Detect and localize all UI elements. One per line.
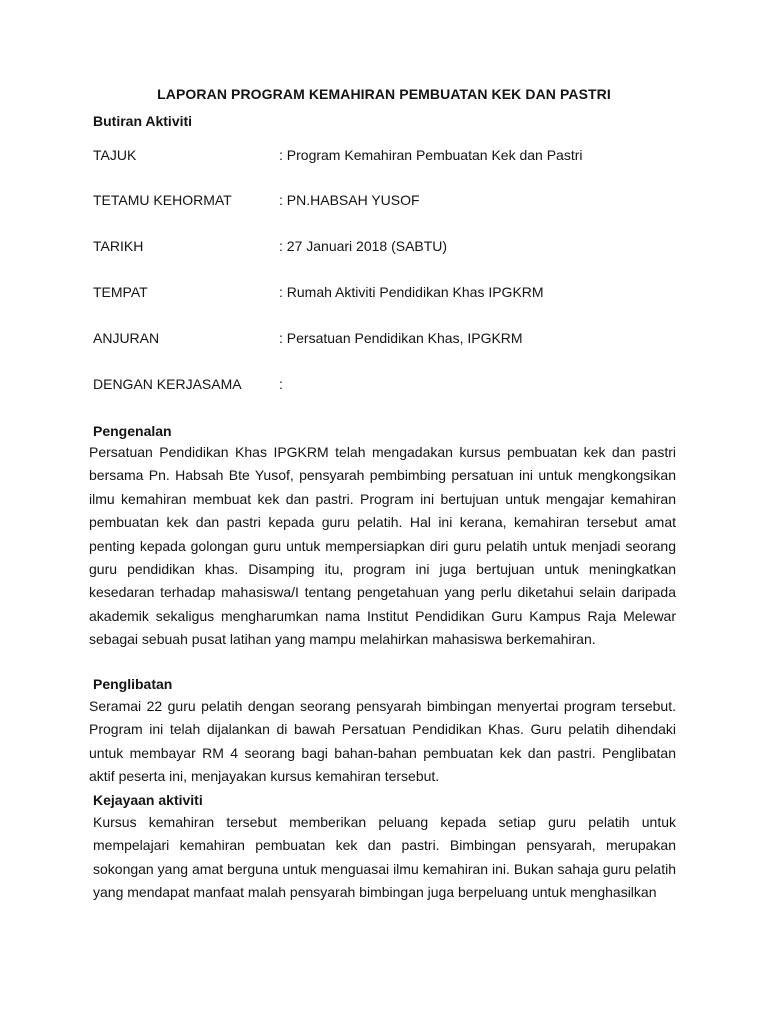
field-value: : 27 Januari 2018 (SABTU): [279, 238, 448, 254]
field-row-tarikh: [93, 238, 693, 258]
section-heading-kejayaan-aktiviti: Kejayaan aktiviti: [93, 792, 203, 808]
section-body-penglibatan: Seramai 22 guru pelatih dengan seorang pensyarah bimbingan menyertai program tersebut. Program ini telah dijalankan di bawah Persatuan Pendidikan Khas. Guru pelatih dihendaki untuk membayar RM 4 seorang bagi bahan-bahan pembuatan kek dan pastri. Penglibatan aktif peserta ini, menjayakan kursus kemahiran tersebut.: [89, 698, 676, 785]
field-row-tempat: [93, 284, 693, 304]
section-heading-penglibatan: Penglibatan: [93, 676, 173, 692]
field-label: TARIKH: [93, 238, 144, 254]
field-row-dengan-kerjasama: [93, 376, 693, 396]
field-label: TETAMU KEHORMAT: [93, 192, 232, 208]
butiran-heading: Butiran Aktiviti: [93, 113, 193, 129]
section-body-kejayaan-aktiviti: Kursus kemahiran tersebut memberikan peluang kepada setiap guru pelatih untuk mempelajari kemahiran pembuatan kek dan pastri. Bimbingan pensyarah, merupakan sokongan yang amat berguna untuk menguasai ilmu kemahiran ini. Bukan sahaja guru pelatih yang mendapat manfaat malah pensyarah bimbingan juga berpeluang untuk menghasilkan: [93, 814, 676, 901]
field-label: TEMPAT: [93, 284, 148, 300]
field-row-anjuran: [93, 330, 693, 350]
document-title: LAPORAN PROGRAM KEMAHIRAN PEMBUATAN KEK DAN PASTRI: [157, 86, 611, 102]
field-label: ANJURAN: [93, 330, 160, 346]
field-value: : Rumah Aktiviti Pendidikan Khas IPGKRM: [279, 284, 544, 300]
section-body-pengenalan: Persatuan Pendidikan Khas IPGKRM telah mengadakan kursus pembuatan kek dan pastri bersama Pn. Habsah Bte Yusof, pensyarah pembimbing persatuan ini untuk mengkongsikan ilmu kemahiran membuat kek dan pastri. Program ini bertujuan untuk mengajar kemahiran pembuatan kek dan pastri kepada guru pelatih. Hal ini kerana, kemahiran tersebut amat penting kepada golongan guru untuk mempersiapkan diri guru pelatih untuk menjadi seorang guru pendidikan khas. Disamping itu, program ini juga bertujuan untuk meningkatkan kesedaran terhadap mahasiswa/I tentang pengetahuan yang perlu diketahui selain daripada akademik sekaligus mengharumkan nama Institut Pendidikan Guru Kampus Raja Melewar sebagai sebuah pusat latihan yang mampu melahirkan mahasiswa berkemahiran.: [89, 444, 676, 648]
field-row-tajuk: [93, 147, 693, 167]
field-value: : PN.HABSAH YUSOF: [279, 192, 420, 208]
field-row-tetamu-kehormat: [93, 192, 693, 212]
field-value: : Program Kemahiran Pembuatan Kek dan Pastri: [279, 147, 583, 163]
field-label: TAJUK: [93, 147, 137, 163]
field-label: DENGAN KERJASAMA: [93, 376, 242, 392]
section-heading-pengenalan: Pengenalan: [93, 423, 172, 439]
field-value: : Persatuan Pendidikan Khas, IPGKRM: [279, 330, 523, 346]
field-value: :: [279, 376, 283, 392]
